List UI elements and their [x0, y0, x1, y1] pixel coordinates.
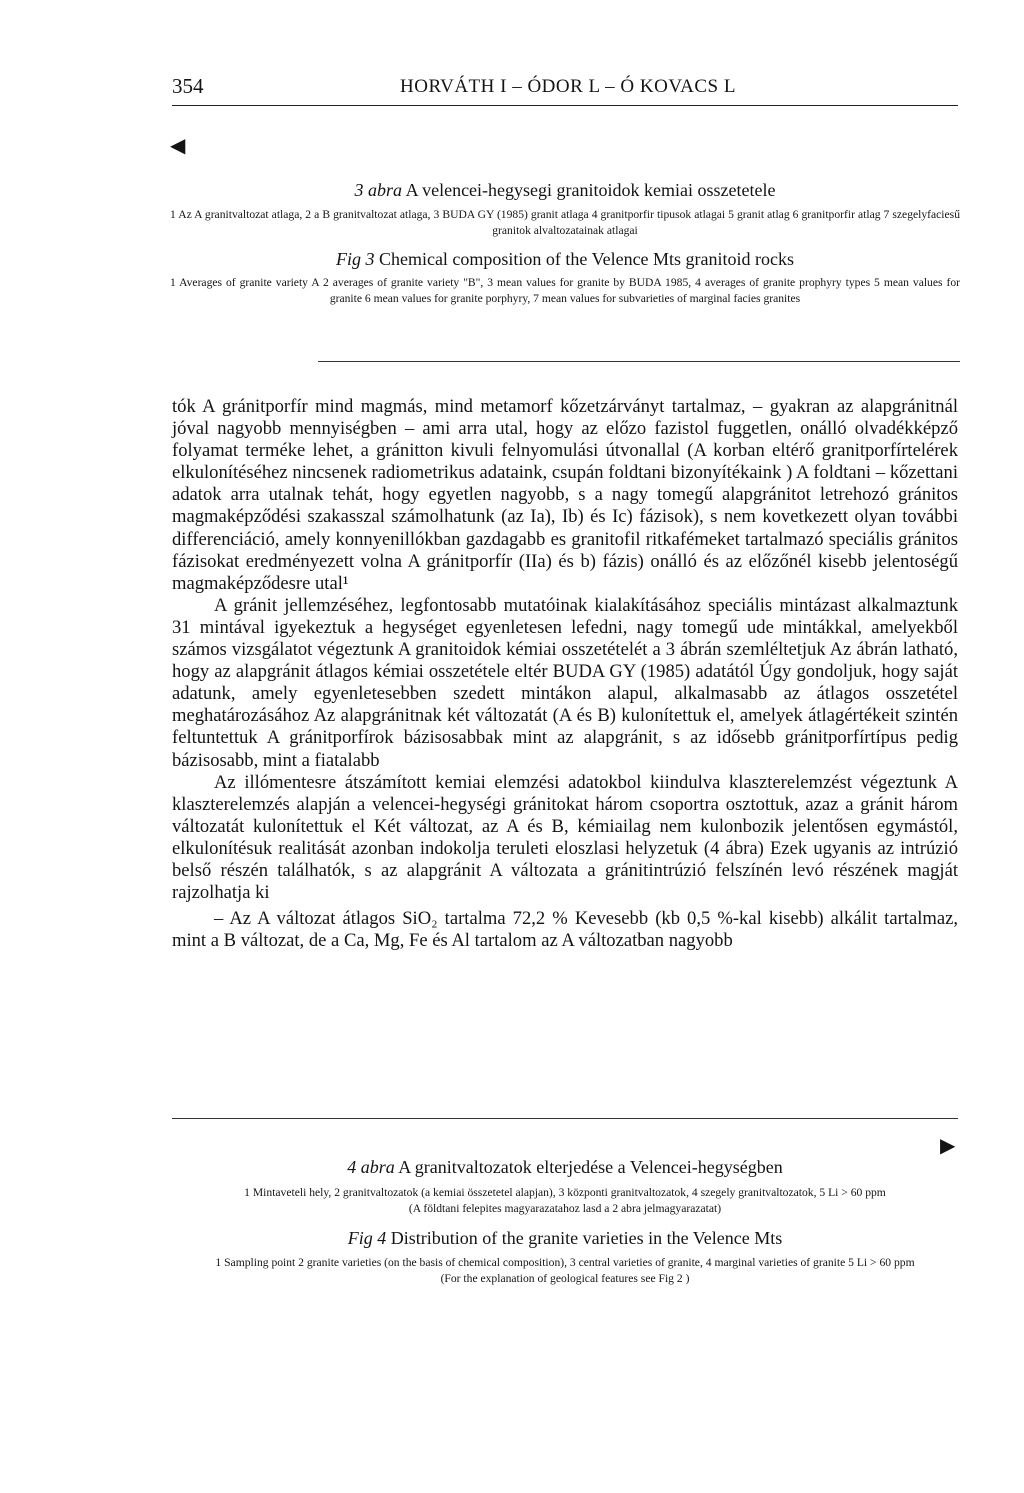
page-number: 354: [172, 74, 204, 98]
left-triangle-marker-icon: ◀: [170, 135, 186, 157]
body-paragraph: – Az A változat átlagos SiO₂ tartalma 72,2 % Kevesebb (kb 0,5 %-kal kisebb) alkálit tartalmaz, mint a B változat, de a Ca, Mg, Fe és Al tartalom az A változatban nagyobb: [172, 908, 958, 952]
figure-3-hu-label: 3 abra: [354, 180, 403, 200]
separator-rule: [318, 361, 960, 362]
body-text: [172, 396, 958, 952]
figure-4-hu-note: (A földtani felepites magyarazatahoz lasd a 2 abra jelmagyarazatat): [408, 1202, 722, 1215]
body-paragraph: A gránit jellemzéséhez, legfontosabb mutatóinak kialakításához speciális mintázast alkalmaztunk 31 mintával igyekeztuk a hegységet egyenletesen lefedni, nagy tomegű ude mintákkal, amelyekből számos vizsgálatot végeztunk A granitoidok kémiai osszetételét a 3 ábrán szemléltetjuk Az ábrán latható, hogy az alapgránit átlagos kémiai osszetétele eltér BUDA GY (1985) adatától Úgy gondoljuk, hogy saját adatunk, amely egyenletesebben szedett mintákon alapul, alkalmasabb az átlagos osszetétel meghatározásához Az alapgránitnak két változatát (A és B) kulonítettuk el, amelyek átlagértékeit szintén feltuntettuk A gránitporfírok bázisosabbak mint az alapgránit, s az idősebb gránitporfírtípus pedig bázisosabb, mint a fiatalabb: [172, 594, 958, 771]
figure-3-hu-legend: 1 Az A granitvaltozat atlaga, 2 a B granitvaltozat atlaga, 3 BUDA GY (1985) granit atlaga 4 granitporfir tipusok atlagai 5 granit atlag 6 granitporfir atlag 7 szegelyfaciesű granitok alvaltozatainak atlagai: [170, 208, 960, 237]
figure-4-en-title: Distribution of the granite varieties in the Velence Mts: [390, 1228, 783, 1248]
figure-3-hu-title-line: [170, 179, 960, 201]
figure-3-en-title-line: [170, 248, 960, 270]
separator-rule: [172, 1118, 958, 1119]
figure-4-hu-title-line: [170, 1156, 960, 1178]
body-paragraph: Az illómentesre átszámított kemiai elemzési adatokbol kiindulva klaszterelemzést végeztunk A klaszterelemzés alapján a velencei-hegységi gránitokat három csoportra osztottuk, azaz a gránit három változatát kulonítettuk el Két változat, az A és B, kémiailag nem kulonbozik jelentősen egymástól, elkulonítésuk realitását azonban indokolja teruleti eloszlasi helyzetuk (4 ábra) Ezek ugyanis az intrúzió belső részén találhatók, s az alapgránit A változata a gránitintrúzió felszínén levó részének magját rajzolhatja ki: [172, 771, 958, 904]
figure-3-en-title: Chemical composition of the Velence Mts granitoid rocks: [378, 249, 795, 269]
figure-3-caption: [170, 179, 960, 307]
figure-4-hu-title: A granitvaltozatok elterjedése a Velencei-hegységben: [398, 1157, 783, 1177]
figure-4-en-label: Fig 4: [347, 1228, 387, 1248]
body-paragraph: tók A gránitporfír mind magmás, mind metamorf kőzetzárványt tartalmaz, – gyakran az alapgránitnál jóval nagyobb mennyiségben – ami arra utal, hogy az előzo fazistol fuggetlen, onálló olvadékképző folyamat terméke lehet, a gránitton kivuli felnyomulási útvonallal (A korban eltérő granitporfírtelérek elkulonítéséhez nincsenek radiometrikus adataink, csupán foldtani bizonyítékaink ) A foldtani – kőzettani adatok arra utalnak tehát, hogy egyetlen nagyobb, s a nagy tomegű alapgránitot letrehozó gránitos magmaképződési szakasszal számolhatunk (az Ia), Ib) és Ic) fázisok), s nem kovetkezett olyan további differenciáció, amely konnyenillókban gazdagabb es granitofil ritkafémeket tartalmazó speciális gránitos fázisokat eredményezett volna A gránitporfír (IIa) és b) fázis) onálló és az előzőnél kisebb jelentoségű magmaképződesre utal¹: [172, 396, 958, 594]
figure-4-en-title-line: [170, 1227, 960, 1249]
figure-4-hu-legend: 1 Mintaveteli hely, 2 granitvaltozatok (a kemiai összetetel alapjan), 3 központi granitvaltozatok, 4 szegely granitvaltozatok, 5 Li > 60 ppm: [244, 1186, 886, 1199]
figure-3-hu-title: A velencei-hegysegi granitoidok kemiai osszetetele: [405, 180, 776, 200]
page-header: [172, 74, 960, 104]
header-rule: [172, 105, 958, 106]
running-head: HORVÁTH I – ÓDOR L – Ó KOVACS L: [400, 76, 736, 97]
right-triangle-marker-icon: ▶: [940, 1135, 956, 1157]
figure-3-en-legend: 1 Averages of granite variety A 2 averages of granite variety "B", 3 mean values for granite by BUDA 1985, 4 averages of granite prophyry types 5 mean values for granite 6 mean values for granite porphyry, 7 mean values for subvarieties of marginal facies granites: [170, 276, 960, 305]
figure-4-hu-label: 4 abra: [347, 1157, 395, 1177]
figure-4-caption: [170, 1156, 960, 1287]
figure-4-en-legend: 1 Sampling point 2 granite varieties (on the basis of chemical composition), 3 central varieties of granite, 4 marginal varieties of granite 5 Li > 60 ppm: [215, 1256, 915, 1269]
figure-3-en-label: Fig 3: [335, 249, 375, 269]
figure-4-en-note: (For the explanation of geological features see Fig 2 ): [440, 1272, 690, 1285]
